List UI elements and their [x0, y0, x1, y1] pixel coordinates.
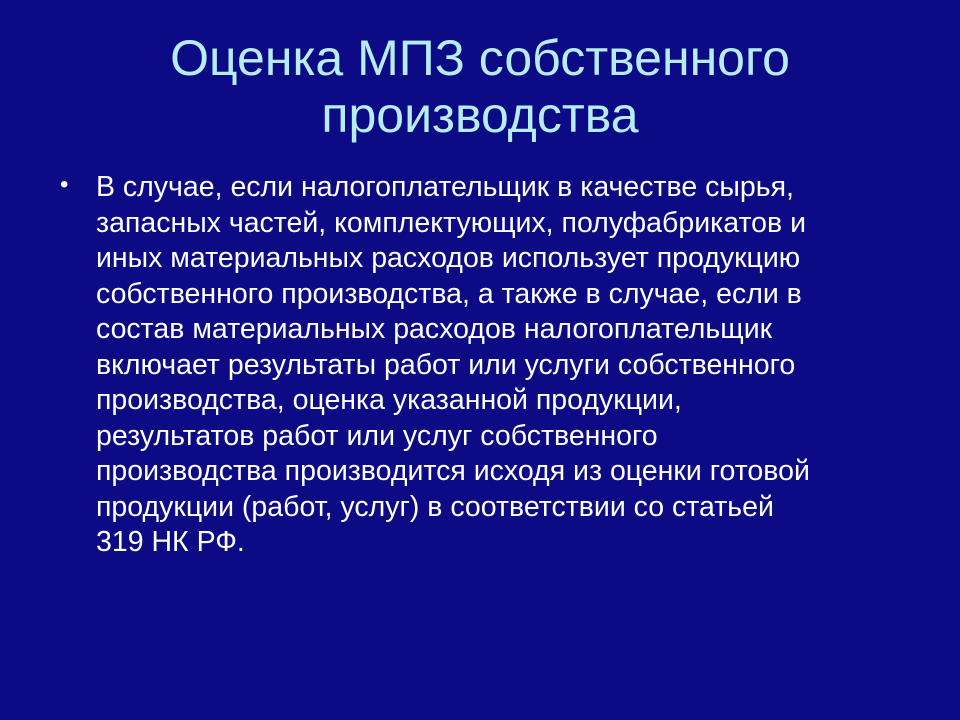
bullet-text-line: иных материальных расходов использует продукцию: [96, 242, 801, 274]
bullet-text-line: состав материальных расходов налогоплательщик: [96, 313, 773, 345]
bullet-text-line: 319 НК РФ.: [96, 526, 245, 558]
bullet-text: [96, 170, 918, 561]
bullet-text-line: запасных частей, комплектующих, полуфабрикатов и: [96, 206, 807, 239]
bullet-text-line: результатов работ или услуг собственного: [96, 419, 658, 452]
bullet-text-line: производства, оценка указанной продукции,: [96, 384, 682, 416]
bullet-text-line: В случае, если налогоплательщик в качестве сырья,: [96, 171, 794, 203]
slide-title-line: производства: [321, 87, 639, 143]
bullet-text-line: включает результаты работ или услуги собственного: [96, 348, 796, 381]
slide-title-line: Оценка МПЗ собственного: [170, 30, 790, 86]
bullet-list: [58, 170, 918, 561]
slide-title: [60, 30, 900, 144]
bullet-text-line: продукции (работ, услуг) в соответствии со статьей: [96, 490, 774, 523]
bullet-text-line: производства производится исходя из оценки готовой: [96, 455, 810, 487]
bullet-item: [58, 170, 918, 561]
bullet-text-line: собственного производства, а также в случае, если в: [96, 277, 802, 310]
bullet-icon: •: [60, 171, 69, 198]
